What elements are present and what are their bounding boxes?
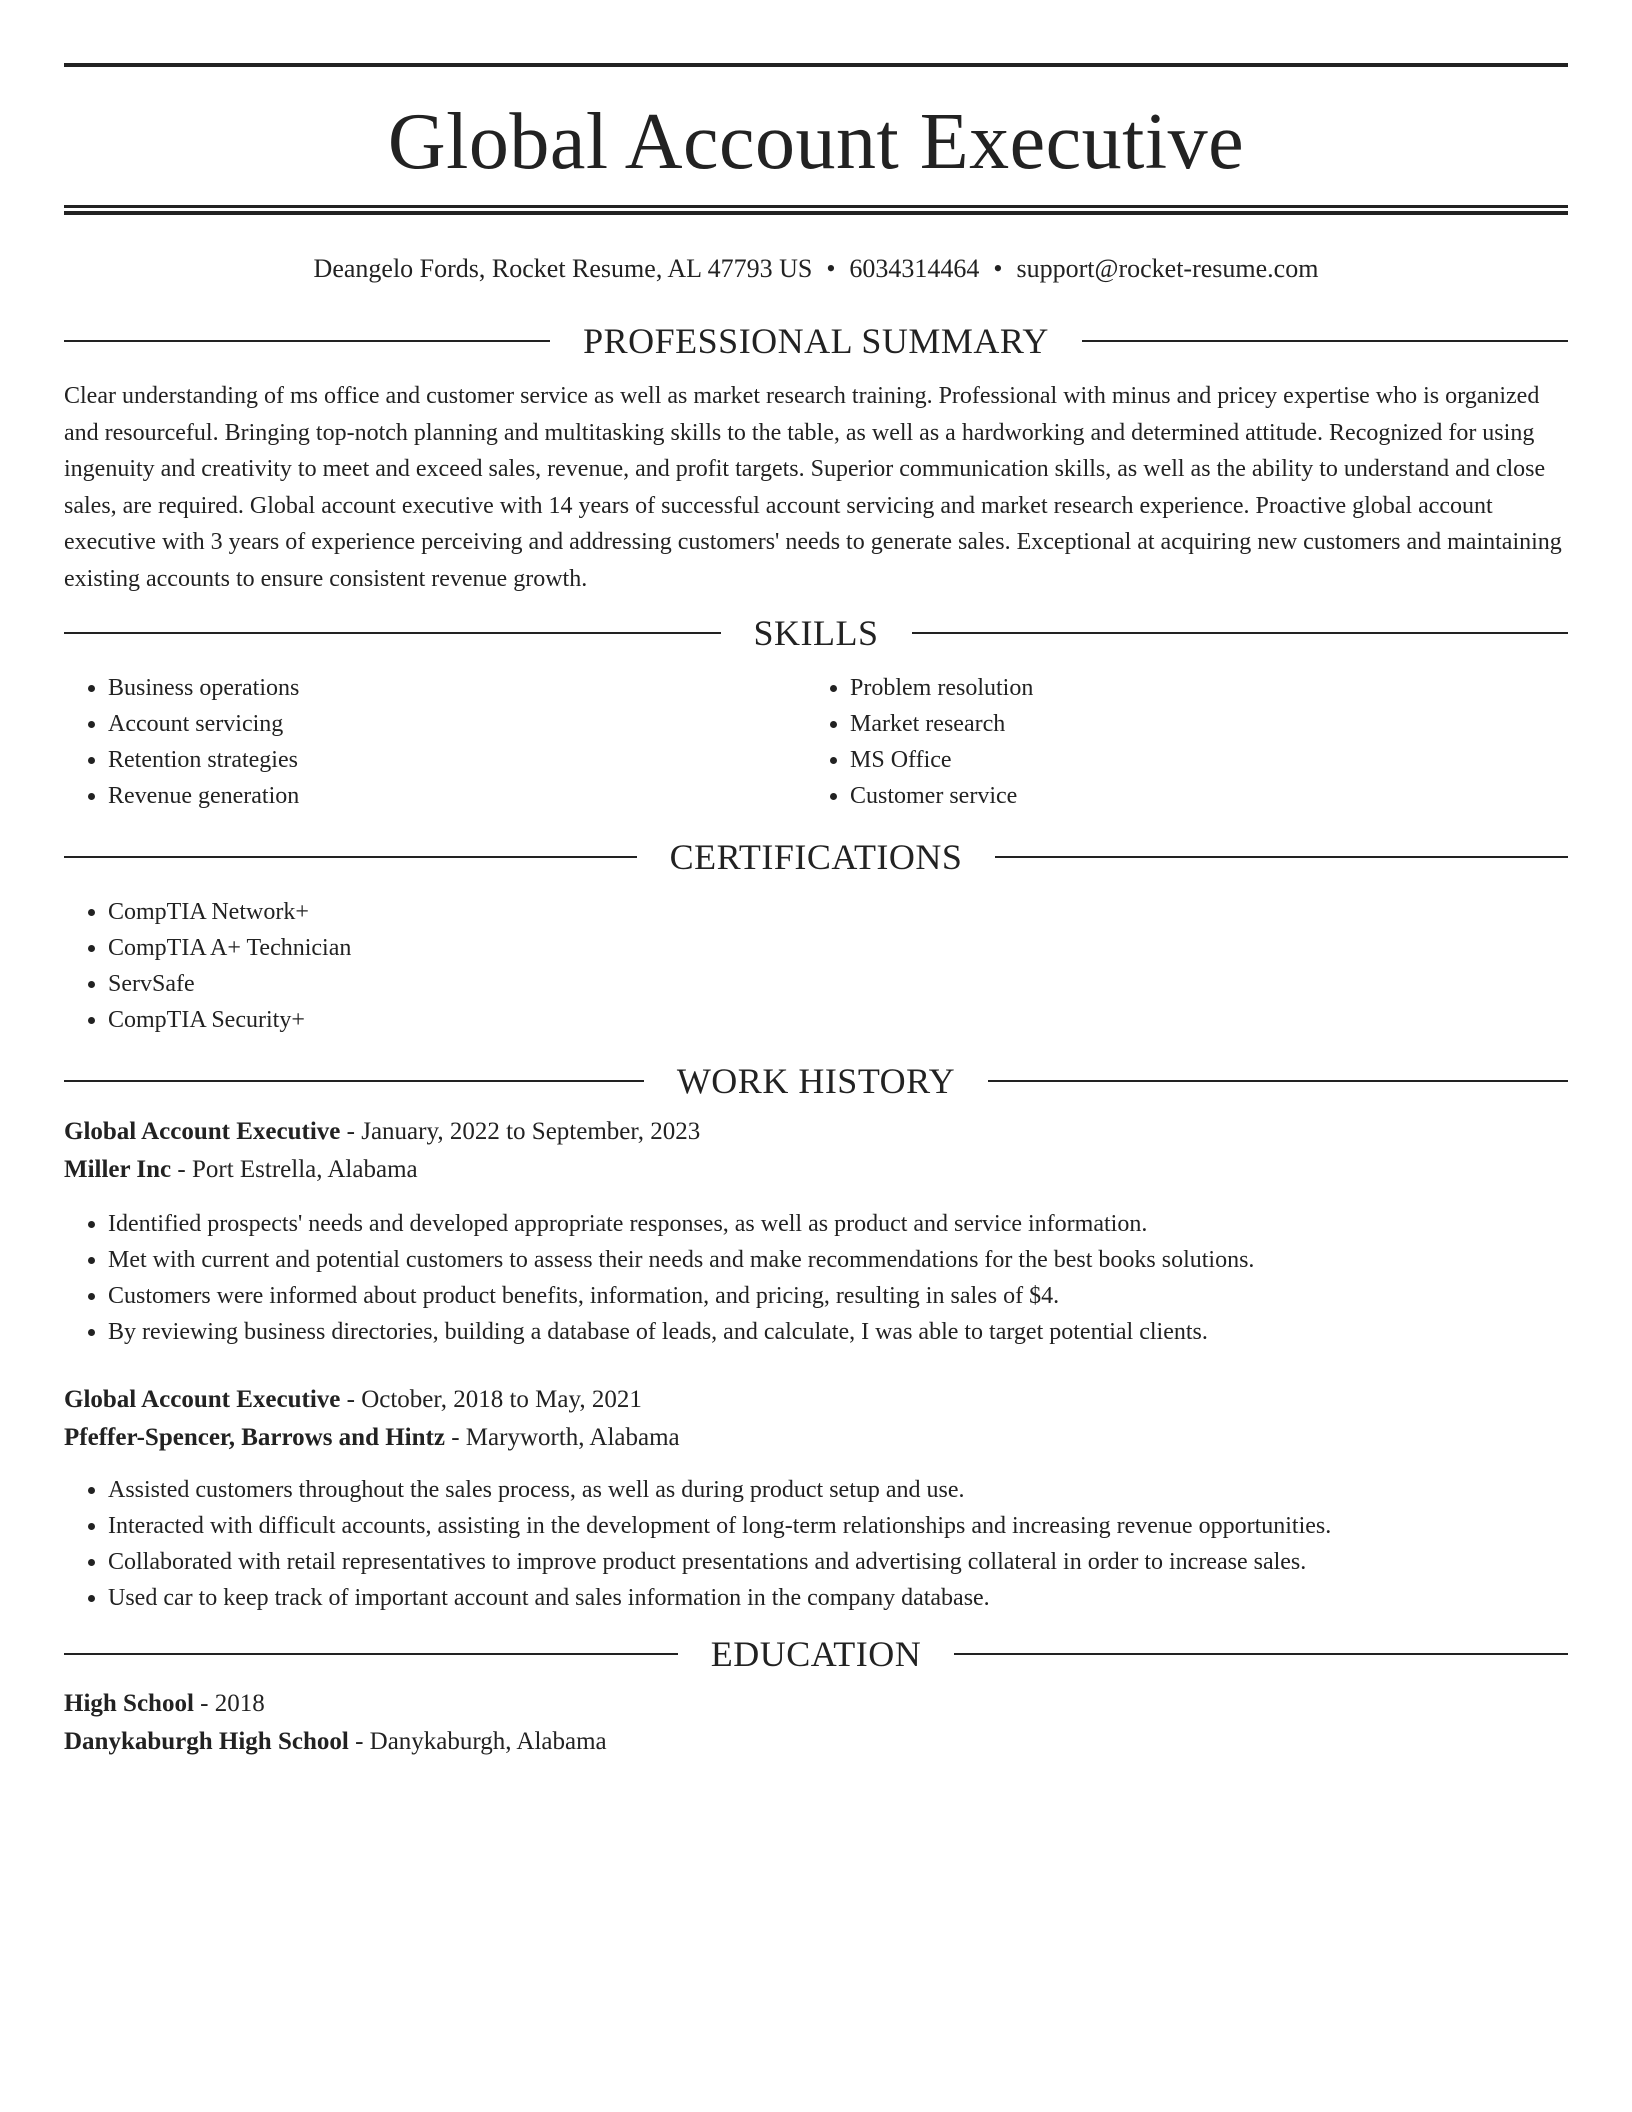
resume-title: Global Account Executive (387, 98, 1245, 186)
section-heading-summary (64, 321, 1568, 361)
section-heading-work-history (64, 1061, 1568, 1101)
job-company-line (64, 1151, 1568, 1189)
heading-rule-right (954, 1653, 1568, 1655)
contact-address: Deangelo Fords, Rocket Resume, AL 47793 US (313, 254, 813, 283)
heading-rule-right (1082, 340, 1568, 342)
contact-line (64, 252, 1568, 286)
education-school-line (64, 1723, 1568, 1761)
section-title: SKILLS (753, 613, 879, 653)
heading-rule-left (64, 1653, 678, 1655)
top-rule (64, 63, 1568, 67)
education-entry (64, 1685, 1568, 1761)
list-item: • ServSafe (108, 966, 1568, 1002)
skills-list-right (806, 670, 1548, 814)
job-location: - Port Estrella, Alabama (171, 1156, 418, 1183)
job-title: Global Account Executive (64, 1386, 341, 1413)
education-degree-line (64, 1685, 1568, 1723)
list-item: • Business operations (108, 670, 806, 706)
education-degree: High School (64, 1690, 194, 1717)
list-item: • Market research (850, 706, 1548, 742)
job-company-line (64, 1419, 1568, 1457)
section-title: PROFESSIONAL SUMMARY (583, 321, 1049, 361)
list-item: • CompTIA Security+ (108, 1002, 1568, 1038)
title-double-rule (64, 205, 1568, 215)
contact-email: support@rocket-resume.com (1016, 254, 1319, 283)
list-item: • Account servicing (108, 706, 806, 742)
education-year: - 2018 (193, 1690, 265, 1717)
section-heading-certifications (64, 837, 1568, 877)
job-dates: - October, 2018 to May, 2021 (340, 1386, 642, 1413)
section-heading-education (64, 1634, 1568, 1674)
job-title-line (64, 1381, 1568, 1419)
summary-paragraph: Clear understanding of ms office and customer service as well as market research training. Professional with minus and pricey expertise who is organized and resourceful. Bringing top-notch planning and multitasking skills to the table, as well as a hardworking and determined attitude. Recognized for using ingenuity and creativity to meet and exceed sales, revenue, and profit targets. Superior communication skills, as well as the ability to understand and close sales, are required. Global account executive with 14 years of successful account servicing and market research experience. Proactive global account executive with 3 years of experience perceiving and addressing customers' needs to generate sales. Exceptional at acquiring new customers and maintaining existing accounts to ensure consistent revenue growth. (64, 383, 1562, 592)
job-title: Global Account Executive (64, 1118, 341, 1145)
list-item: • Used car to keep track of important account and sales information in the company database. (108, 1580, 1568, 1616)
section-title: WORK HISTORY (676, 1061, 956, 1101)
contact-phone: 6034314464 (849, 254, 980, 283)
list-item: • Revenue generation (108, 778, 806, 814)
list-item: • CompTIA A+ Technician (108, 930, 1568, 966)
heading-rule-left (64, 856, 637, 858)
heading-rule-right (912, 632, 1569, 634)
heading-rule-left (64, 632, 721, 634)
list-item: • Problem resolution (850, 670, 1548, 706)
job-company: Pfeffer-Spencer, Barrows and Hintz (64, 1424, 445, 1451)
skills-column-left (64, 670, 806, 814)
skills-list-left (64, 670, 806, 814)
education-location: - Danykaburgh, Alabama (348, 1728, 607, 1755)
contact-separator: • (826, 254, 836, 283)
education-school: Danykaburgh High School (64, 1728, 349, 1755)
job-entry (64, 1381, 1568, 1616)
section-title: EDUCATION (710, 1634, 922, 1674)
certifications-list (64, 894, 1568, 1038)
skills-grid (64, 670, 1568, 814)
section-heading-skills (64, 613, 1568, 653)
heading-rule-right (995, 856, 1568, 858)
list-item: • Met with current and potential customers to assess their needs and make recommendations for the best books solutions. (108, 1242, 1568, 1278)
heading-rule-left (64, 1080, 644, 1082)
job-duties-list (64, 1206, 1568, 1350)
list-item: • Customer service (850, 778, 1548, 814)
heading-rule-right (988, 1080, 1568, 1082)
list-item: • Retention strategies (108, 742, 806, 778)
list-item: • MS Office (850, 742, 1548, 778)
contact-separator: • (993, 254, 1003, 283)
list-item: • Collaborated with retail representatives to improve product presentations and advertising collateral in order to increase sales. (108, 1544, 1568, 1580)
section-title: CERTIFICATIONS (669, 837, 963, 877)
list-item: • Interacted with difficult accounts, assisting in the development of long-term relationships and increasing revenue opportunities. (108, 1508, 1568, 1544)
list-item: • By reviewing business directories, building a database of leads, and calculate, I was able to target potential clients. (108, 1314, 1568, 1350)
list-item: • Identified prospects' needs and developed appropriate responses, as well as product and service information. (108, 1206, 1568, 1242)
job-title-line (64, 1113, 1568, 1151)
list-item: • Assisted customers throughout the sales process, as well as during product setup and use. (108, 1472, 1568, 1508)
skills-column-right (806, 670, 1548, 814)
job-location: - Maryworth, Alabama (444, 1424, 680, 1451)
job-entry (64, 1113, 1568, 1350)
job-dates: - January, 2022 to September, 2023 (340, 1118, 701, 1145)
job-company: Miller Inc (64, 1156, 172, 1183)
heading-rule-left (64, 340, 550, 342)
list-item: • Customers were informed about product benefits, information, and pricing, resulting in sales of $4. (108, 1278, 1568, 1314)
job-duties-list (64, 1472, 1568, 1616)
list-item: • CompTIA Network+ (108, 894, 1568, 930)
